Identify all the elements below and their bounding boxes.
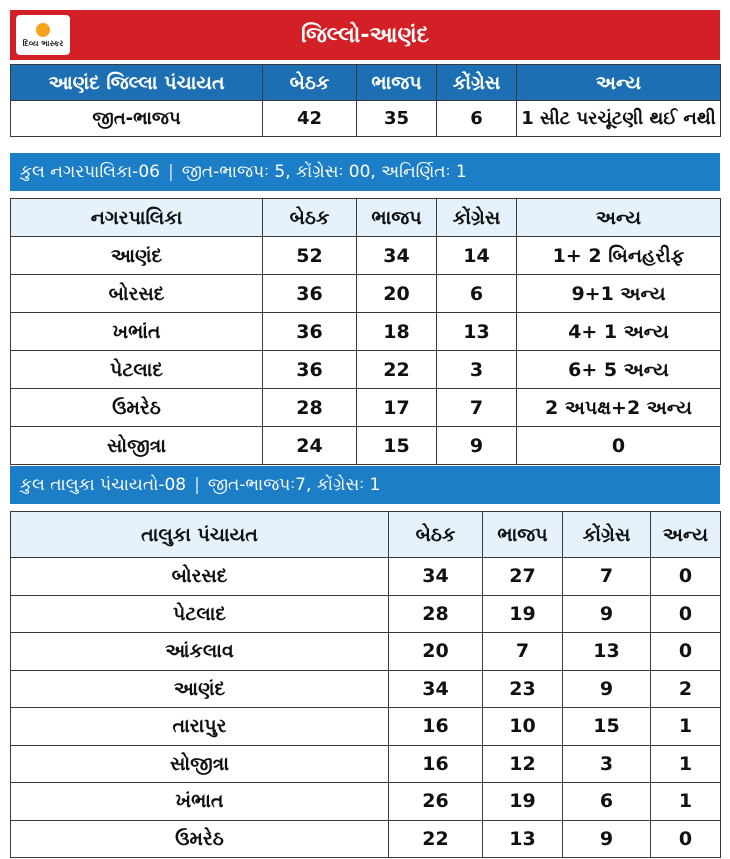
table-cell: 16 bbox=[389, 708, 483, 746]
column-header: અન્ય bbox=[651, 512, 721, 558]
column-header: બેઠક bbox=[263, 199, 357, 237]
table-cell: 19 bbox=[483, 783, 563, 821]
table-cell: 9 bbox=[437, 427, 517, 465]
summary-right: જીત-ભાજપઃ7, કોંગ્રેસઃ 1 bbox=[207, 475, 381, 495]
column-header: અન્ય bbox=[517, 199, 721, 237]
table-cell: 18 bbox=[357, 313, 437, 351]
table-cell: 3 bbox=[437, 351, 517, 389]
table-row bbox=[11, 670, 721, 708]
divider: | bbox=[167, 162, 174, 182]
municipality-summary-bar bbox=[10, 153, 720, 191]
table-cell: 0 bbox=[651, 820, 721, 858]
table-cell: આંકલાવ bbox=[11, 633, 389, 671]
table-cell: 27 bbox=[483, 558, 563, 596]
table-row bbox=[11, 237, 721, 275]
table-cell: 7 bbox=[483, 633, 563, 671]
table-cell: 9 bbox=[563, 820, 651, 858]
summary-left: કુલ નગરપાલિકા-06 bbox=[20, 162, 160, 182]
table-cell: 13 bbox=[483, 820, 563, 858]
table-cell: 1 bbox=[651, 783, 721, 821]
table-cell: 6+ 5 અન્ય bbox=[517, 351, 721, 389]
table-cell: 13 bbox=[437, 313, 517, 351]
table-cell: 7 bbox=[563, 558, 651, 596]
table-cell: 36 bbox=[263, 275, 357, 313]
column-header: કોંગ્રેસ bbox=[437, 199, 517, 237]
table-cell: 9+1 અન્ય bbox=[517, 275, 721, 313]
table-cell: 6 bbox=[437, 275, 517, 313]
table-cell: 1 સીટ પરચૂંટણી થઈ નથી bbox=[517, 101, 721, 137]
table-cell: 0 bbox=[651, 595, 721, 633]
table-cell: 22 bbox=[389, 820, 483, 858]
table-cell: 0 bbox=[517, 427, 721, 465]
summary-left: કુલ તાલુકા પંચાયતો-08 bbox=[20, 475, 187, 495]
table-cell: 34 bbox=[389, 670, 483, 708]
table-cell: 36 bbox=[263, 351, 357, 389]
table-cell: 13 bbox=[563, 633, 651, 671]
table-cell: ઉમરેઠ bbox=[11, 820, 389, 858]
table-row bbox=[11, 427, 721, 465]
table-cell: ખંભાત bbox=[11, 783, 389, 821]
table-cell: આણંદ bbox=[11, 670, 389, 708]
table-cell: આણંદ bbox=[11, 237, 263, 275]
table-cell: 26 bbox=[389, 783, 483, 821]
municipality-table bbox=[10, 198, 721, 465]
table-cell: બોરસદ bbox=[11, 275, 263, 313]
column-header: તાલુકા પંચાયત bbox=[11, 512, 389, 558]
taluka-summary-bar bbox=[10, 466, 720, 504]
table-cell: પેટલાદ bbox=[11, 351, 263, 389]
table-cell: 3 bbox=[563, 745, 651, 783]
table-cell: 28 bbox=[263, 389, 357, 427]
column-header: ભાજપ bbox=[357, 199, 437, 237]
table-cell: સોજીત્રા bbox=[11, 427, 263, 465]
table-cell: 34 bbox=[357, 237, 437, 275]
table-cell: 15 bbox=[563, 708, 651, 746]
column-header: આણંદ જિલ્લા પંચાયત bbox=[11, 65, 263, 101]
title-bar bbox=[10, 10, 720, 60]
taluka-panchayat-table bbox=[10, 511, 721, 858]
municipality-header-row bbox=[11, 199, 721, 237]
table-row bbox=[11, 101, 721, 137]
table-cell: 14 bbox=[437, 237, 517, 275]
table-row bbox=[11, 745, 721, 783]
table-cell: 24 bbox=[263, 427, 357, 465]
table-cell: 23 bbox=[483, 670, 563, 708]
summary-right: જીત-ભાજપઃ 5, કોંગ્રેસઃ 00, અનિર્ણિતઃ 1 bbox=[181, 162, 467, 182]
column-header: કોંગ્રેસ bbox=[437, 65, 517, 101]
table-row bbox=[11, 275, 721, 313]
table-cell: 1 bbox=[651, 745, 721, 783]
table-cell: 2 અપક્ષ+2 અન્ય bbox=[517, 389, 721, 427]
logo-text: દિવ્ય ભાસ્કર bbox=[22, 38, 64, 48]
table-row bbox=[11, 389, 721, 427]
column-header: ભાજપ bbox=[483, 512, 563, 558]
table-cell: બોરસદ bbox=[11, 558, 389, 596]
table-row bbox=[11, 351, 721, 389]
column-header: નગરપાલિકા bbox=[11, 199, 263, 237]
table-cell: સોજીત્રા bbox=[11, 745, 389, 783]
table-cell: 16 bbox=[389, 745, 483, 783]
sun-icon bbox=[36, 23, 50, 37]
column-header: કોંગ્રેસ bbox=[563, 512, 651, 558]
table-cell: 15 bbox=[357, 427, 437, 465]
table-cell: 4+ 1 અન્ય bbox=[517, 313, 721, 351]
column-header: અન્ય bbox=[517, 65, 721, 101]
table-cell: 2 bbox=[651, 670, 721, 708]
district-panchayat-table bbox=[10, 64, 721, 137]
table-cell: 6 bbox=[563, 783, 651, 821]
table-cell: ખભાંત bbox=[11, 313, 263, 351]
table-row bbox=[11, 820, 721, 858]
column-header: બેઠક bbox=[389, 512, 483, 558]
table-cell: 12 bbox=[483, 745, 563, 783]
table-row bbox=[11, 708, 721, 746]
table-row bbox=[11, 558, 721, 596]
divya-bhaskar-logo bbox=[16, 15, 70, 55]
table-cell: 9 bbox=[563, 595, 651, 633]
table-cell: 1 bbox=[651, 708, 721, 746]
table-cell: 6 bbox=[437, 101, 517, 137]
table-cell: 42 bbox=[263, 101, 357, 137]
column-header: ભાજપ bbox=[357, 65, 437, 101]
table-cell: 35 bbox=[357, 101, 437, 137]
table-cell: 22 bbox=[357, 351, 437, 389]
table-cell: 19 bbox=[483, 595, 563, 633]
page-title: જિલ્લો-આણંદ bbox=[301, 22, 429, 48]
district-header-row bbox=[11, 65, 721, 101]
table-cell: 28 bbox=[389, 595, 483, 633]
table-cell: 0 bbox=[651, 633, 721, 671]
table-cell: જીત-ભાજપ bbox=[11, 101, 263, 137]
table-cell: 36 bbox=[263, 313, 357, 351]
table-cell: પેટલાદ bbox=[11, 595, 389, 633]
table-row bbox=[11, 595, 721, 633]
table-cell: 0 bbox=[651, 558, 721, 596]
table-cell: 1+ 2 બિનહરીફ bbox=[517, 237, 721, 275]
table-cell: 20 bbox=[389, 633, 483, 671]
table-row bbox=[11, 313, 721, 351]
table-cell: 52 bbox=[263, 237, 357, 275]
table-cell: તારાપુર bbox=[11, 708, 389, 746]
table-cell: ઉમરેઠ bbox=[11, 389, 263, 427]
table-cell: 20 bbox=[357, 275, 437, 313]
column-header: બેઠક bbox=[263, 65, 357, 101]
divider: | bbox=[194, 475, 200, 495]
table-cell: 10 bbox=[483, 708, 563, 746]
table-cell: 17 bbox=[357, 389, 437, 427]
table-cell: 7 bbox=[437, 389, 517, 427]
table-row bbox=[11, 633, 721, 671]
table-row bbox=[11, 783, 721, 821]
table-cell: 9 bbox=[563, 670, 651, 708]
taluka-header-row bbox=[11, 512, 721, 558]
table-cell: 34 bbox=[389, 558, 483, 596]
